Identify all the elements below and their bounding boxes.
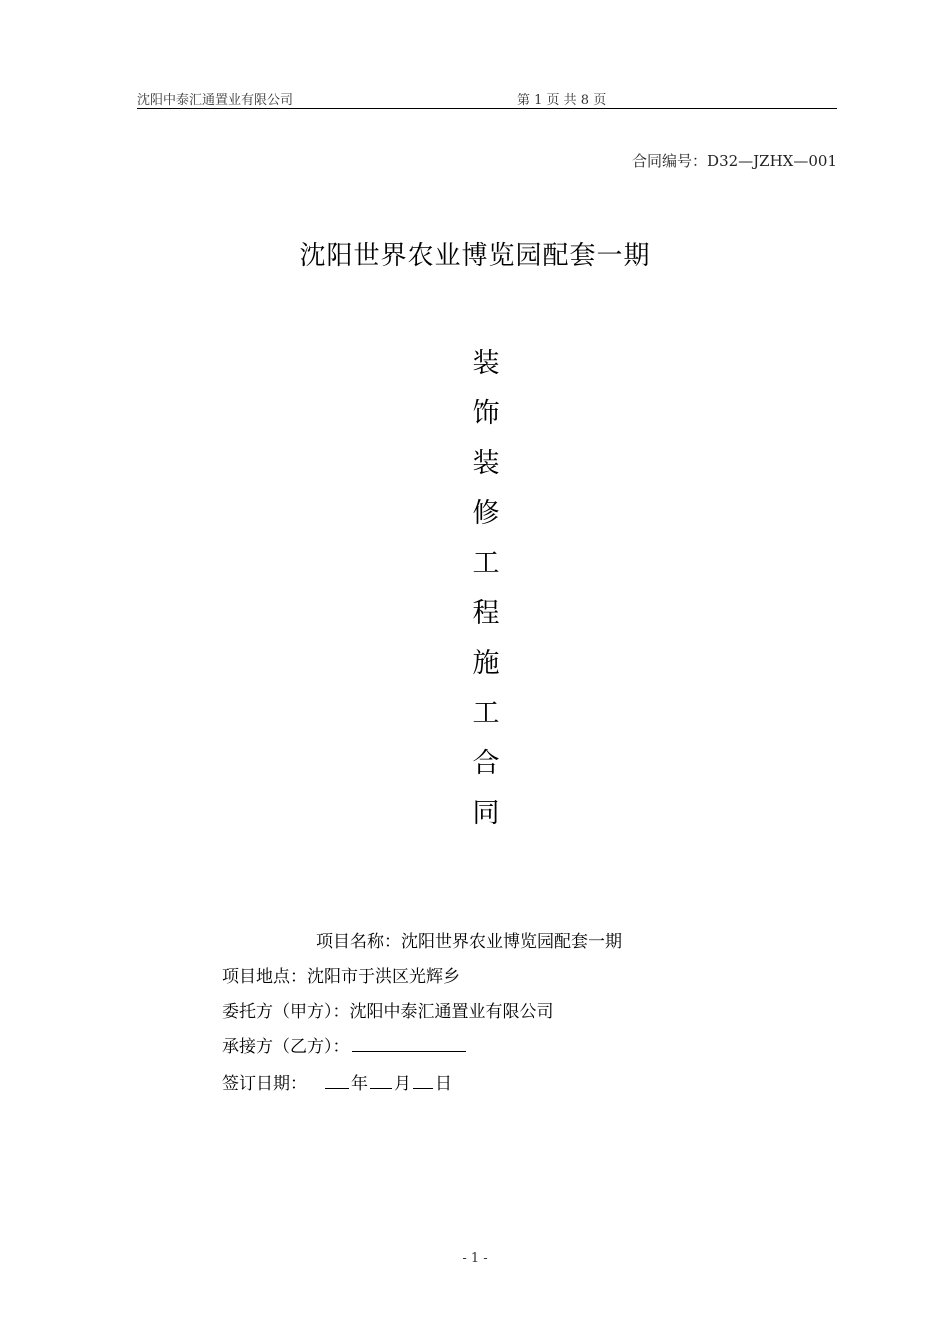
contractor-party [222, 1032, 466, 1057]
title-char: 程 [472, 598, 500, 629]
title-char: 工 [472, 698, 500, 729]
title-char: 装 [472, 448, 500, 479]
contract-type-title [0, 345, 950, 845]
contractor-blank [352, 1037, 466, 1052]
project-name: 项目名称：沈阳世界农业博览园配套一期 [316, 932, 622, 952]
contract-number: 合同编号：D32—JZHX—001 [632, 152, 837, 170]
day-blank [413, 1074, 433, 1089]
title-char: 同 [472, 798, 500, 829]
client-party: 委托方（甲方）：沈阳中泰汇通置业有限公司 [222, 1002, 554, 1022]
year-blank [325, 1074, 349, 1089]
title-char: 装 [472, 348, 500, 379]
title-char: 施 [472, 648, 500, 679]
title-char: 饰 [472, 398, 500, 429]
sign-date-label: 签订日期： [222, 1074, 307, 1094]
header-page-info: 第 1 页 共 8 页 [517, 93, 607, 108]
header-company: 沈阳中泰汇通置业有限公司 [137, 93, 294, 108]
month-blank [370, 1074, 392, 1089]
sign-date [222, 1069, 452, 1094]
year-label: 年 [351, 1074, 368, 1094]
title-char: 合 [472, 748, 500, 779]
day-label: 日 [435, 1074, 452, 1094]
page-header [137, 88, 837, 109]
month-label: 月 [394, 1074, 411, 1094]
contractor-label: 承接方（乙方）： [222, 1037, 350, 1057]
document-title: 沈阳世界农业博览园配套一期 [299, 241, 651, 271]
title-char: 修 [472, 498, 500, 529]
page-number: - 1 - [462, 1251, 488, 1266]
title-char: 工 [472, 548, 500, 579]
project-location: 项目地点：沈阳市于洪区光辉乡 [222, 967, 460, 987]
